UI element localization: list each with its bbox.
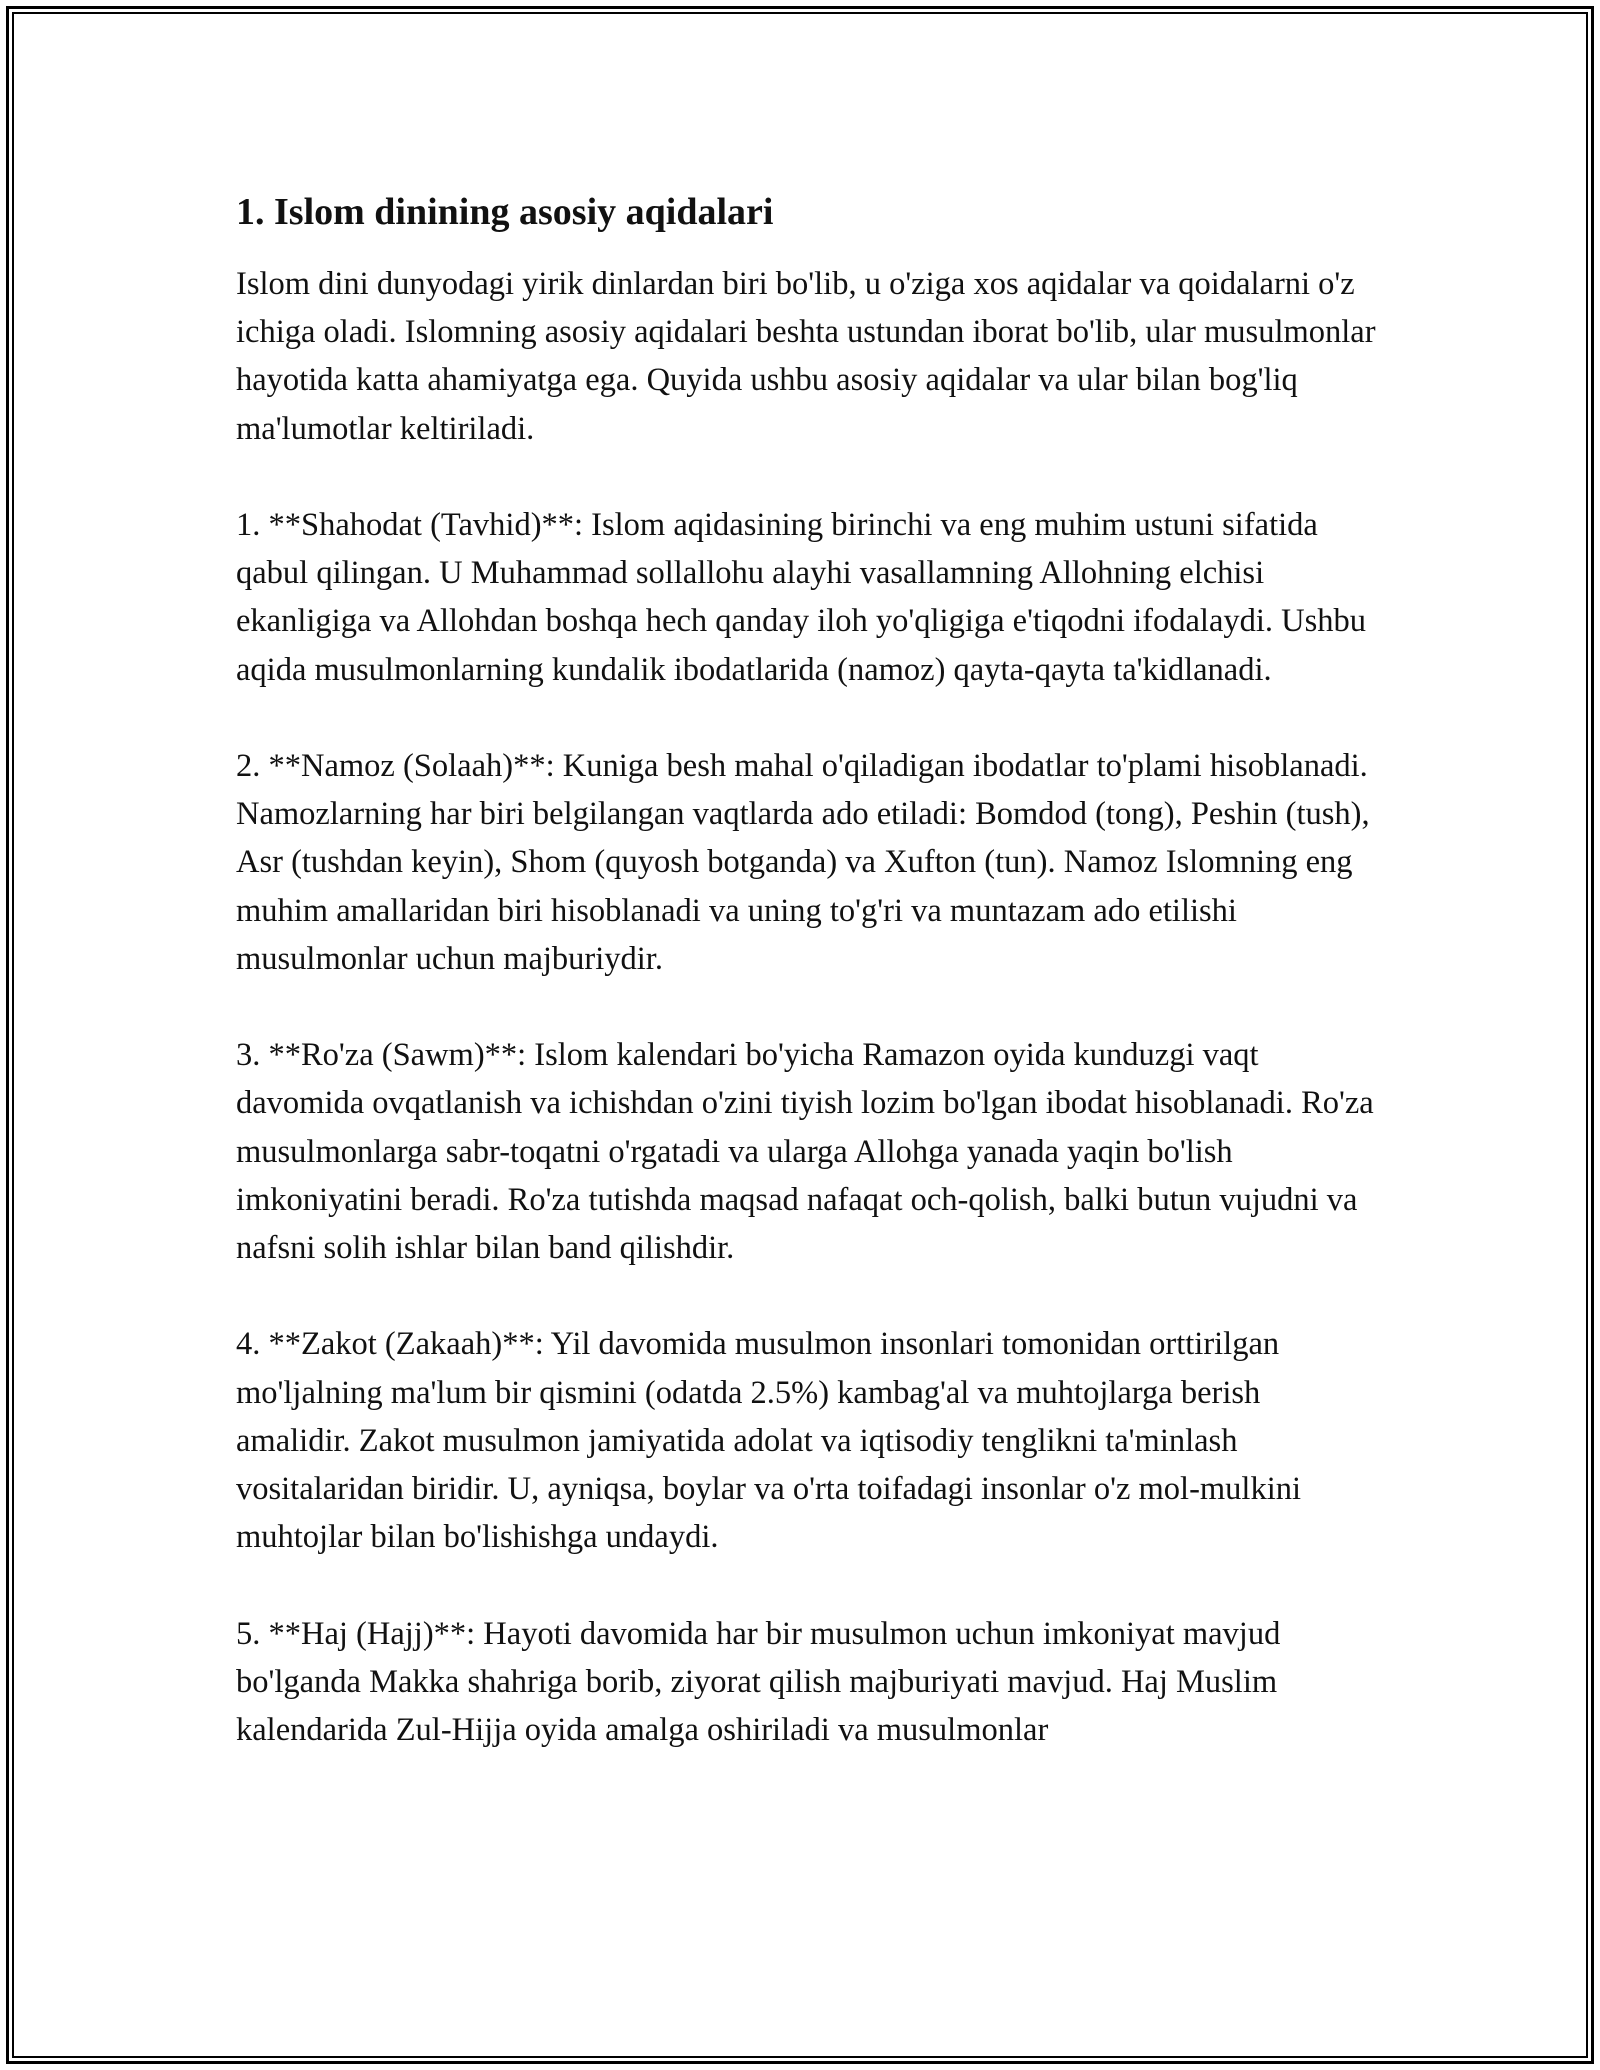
document-body	[236, 186, 1376, 1802]
intro-paragraph: Islom dini dunyodagi yirik dinlardan biri bo'lib, u o'ziga xos aqidalar va qoidalarni o'z ichiga oladi. Islomning asosiy aqidalari beshta ustundan iborat bo'lib, ular musulmonlar hayotida katta ahamiyatga ega. Quyida ushbu asosiy aqidalar va ular bilan bog'liq ma'lumotlar keltiriladi.	[236, 266, 1376, 447]
paragraph-shahodat: 1. **Shahodat (Tavhid)**: Islom aqidasining birinchi va eng muhim ustuni sifatida qabul qilingan. U Muhammad sollallohu alayhi vasallamning Allohning elchisi ekanligiga va Allohdan boshqa hech qanday iloh yo'qligiga e'tiqodni ifodalaydi. Ushbu aqida musulmonlarning kundalik ibodatlarida (namoz) qayta-qayta ta'kidlanadi.	[236, 507, 1367, 688]
paragraph-zakot: 4. **Zakot (Zakaah)**: Yil davomida musulmon insonlari tomonidan orttirilgan mo'ljalning ma'lum bir qismini (odatda 2.5%) kambag'al va muhtojlarga berish amalidir. Zakot musulmon jamiyatida adolat va iqtisodiy tenglikni ta'minlash vositalaridan biridir. U, ayniqsa, boylar va o'rta toifadagi insonlar o'z mol-mulkini muhtojlar bilan bo'lishishga undaydi.	[236, 1326, 1302, 1556]
paragraph-haj: 5. **Haj (Hajj)**: Hayoti davomida har bir musulmon uchun imkoniyat mavjud bo'lganda Makka shahriga borib, ziyorat qilish majburiyati mavjud. Haj Muslim kalendarida Zul-Hijja oyida amalga oshiriladi va musulmonlar	[236, 1615, 1281, 1749]
paragraph-roza: 3. **Ro'za (Sawm)**: Islom kalendari bo'yicha Ramazon oyida kunduzgi vaqt davomida ovqatlanish va ichishdan o'zini tiyish lozim bo'lgan ibodat hisoblanadi. Ro'za musulmonlarga sabr-toqatni o'rgatadi va ularga Allohga yanada yaqin bo'lish imkoniyatini beradi. Ro'za tutishda maqsad nafaqat och-qolish, balki butun vujudni va nafsni solih ishlar bilan band qilishdir.	[236, 1037, 1374, 1267]
paragraph-namoz: 2. **Namoz (Solaah)**: Kuniga besh mahal o'qiladigan ibodatlar to'plami hisoblanadi. Namozlarning har biri belgilangan vaqtlarda ado etiladi: Bomdod (tong), Peshin (tush), Asr (tushdan keyin), Shom (quyosh botganda) va Xufton (tun). Namoz Islomning eng muhim amallaridan biri hisoblanadi va uning to'g'ri va muntazam ado etilishi musulmonlar uchun majburiydir.	[236, 748, 1370, 977]
document-title: 1. Islom dinining asosiy aqidalari	[236, 191, 774, 233]
